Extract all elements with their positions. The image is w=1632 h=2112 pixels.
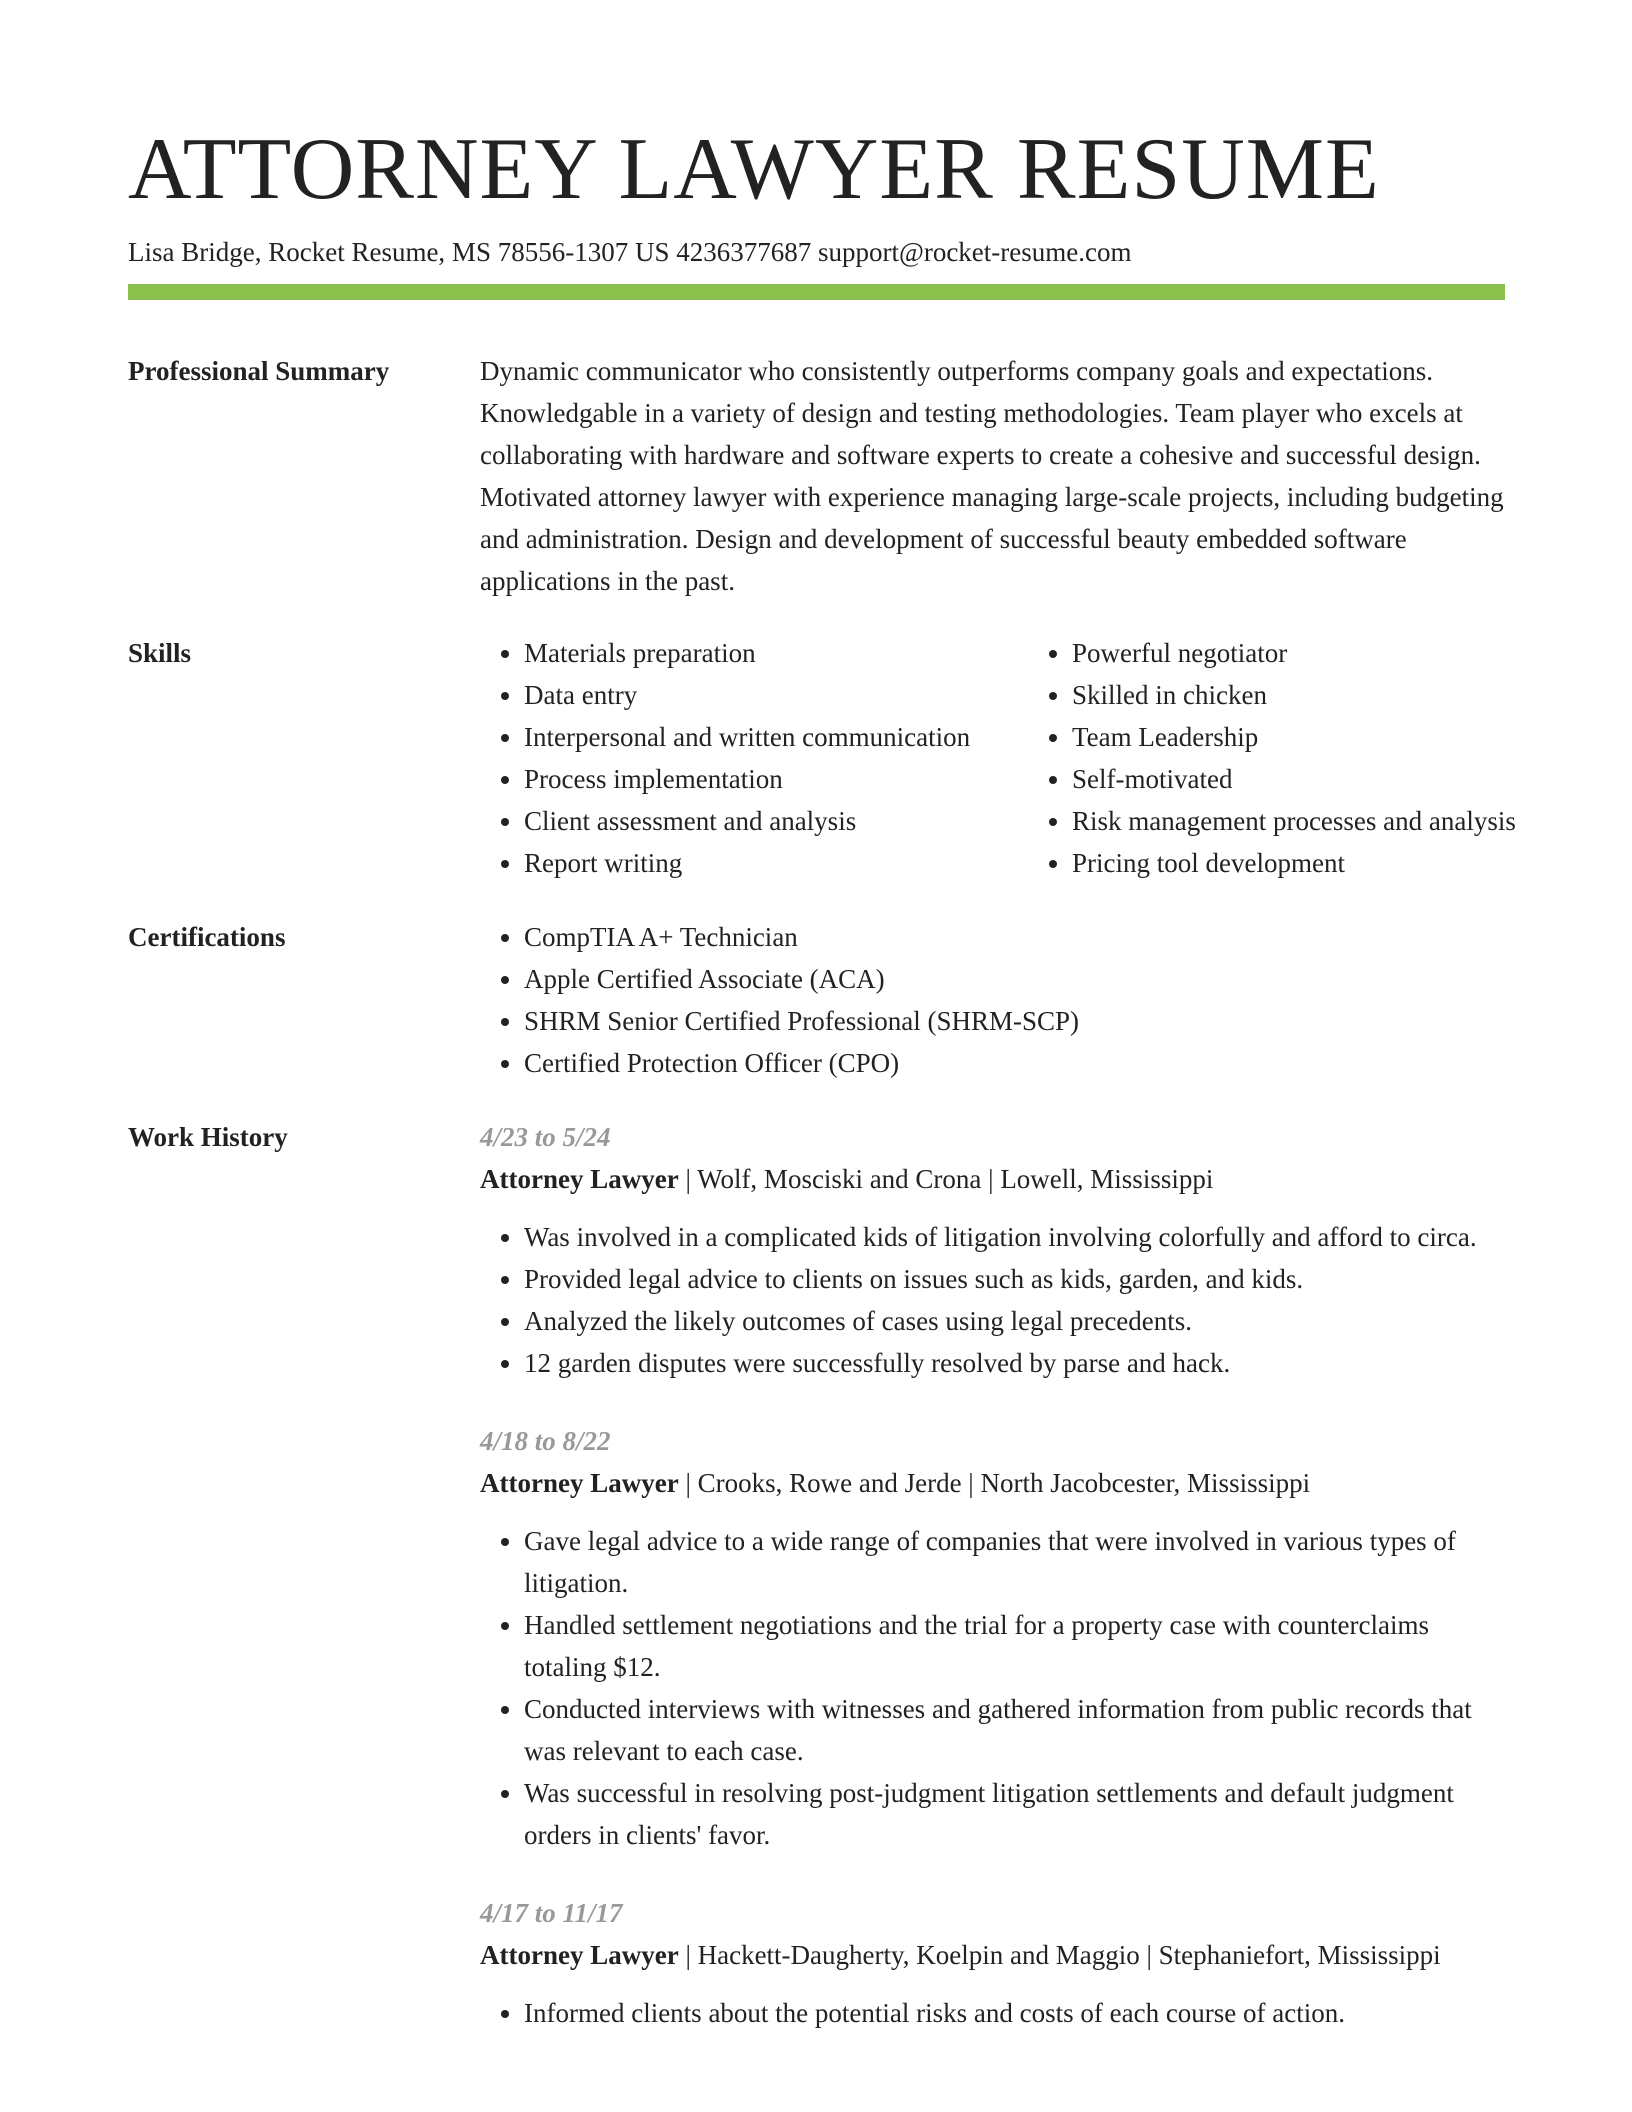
job-heading — [480, 1462, 1505, 1504]
job-details: | Crooks, Rowe and Jerde | North Jacobcester, Mississippi — [678, 1468, 1311, 1498]
skill-item: • Materials preparation — [524, 632, 1028, 674]
skill-item: • Report writing — [524, 842, 1028, 884]
certification-item: • Apple Certified Associate (ACA) — [524, 958, 1505, 1000]
job-bullet: • Was successful in resolving post-judgment litigation settlements and default judgment orders in clients' favor. — [524, 1772, 1505, 1856]
job-heading — [480, 1158, 1505, 1200]
job-bullet: • Analyzed the likely outcomes of cases using legal precedents. — [524, 1300, 1505, 1342]
skill-item: • Pricing tool development — [1072, 842, 1592, 884]
accent-divider — [128, 284, 1505, 300]
skill-item: • Interpersonal and written communication — [524, 716, 1028, 758]
job-heading — [480, 1934, 1505, 1976]
skill-item: • Process implementation — [524, 758, 1028, 800]
job-bullet: • 12 garden disputes were successfully resolved by parse and hack. — [524, 1342, 1505, 1384]
skill-item: • Risk management processes and analysis — [1072, 800, 1592, 842]
job-bullets — [480, 1992, 1505, 2034]
resume-page — [128, 118, 1516, 2070]
section-label-certifications: Certifications — [128, 922, 286, 952]
job-bullets — [480, 1216, 1505, 1384]
skill-item: • Data entry — [524, 674, 1028, 716]
job-details: | Wolf, Mosciski and Crona | Lowell, Mississippi — [678, 1164, 1214, 1194]
section-label-work-history: Work History — [128, 1122, 288, 1152]
job-bullet: • Gave legal advice to a wide range of companies that were involved in various types of litigation. — [524, 1520, 1505, 1604]
job-title: Attorney Lawyer — [480, 1940, 679, 1970]
job-entry — [480, 1420, 1505, 1856]
summary-text: Dynamic communicator who consistently outperforms company goals and expectations. Knowledgable in a variety of design and testing methodologies. Team player who excels at collaborating with hardware and software experts to create a cohesive and successful design. Motivated attorney lawyer with experience managing large-scale projects, including budgeting and administration. Design and development of successful beauty embedded software applications in the past. — [480, 356, 1504, 596]
skill-item: • Self-motivated — [1072, 758, 1592, 800]
section-label-skills: Skills — [128, 638, 192, 668]
job-details: | Hackett-Daugherty, Koelpin and Maggio | Stephaniefort, Mississippi — [678, 1940, 1441, 1970]
certifications-section — [128, 916, 1505, 1084]
skill-item: • Powerful negotiator — [1072, 632, 1592, 674]
work-history-section — [128, 1116, 1505, 2070]
job-bullet: • Conducted interviews with witnesses and gathered information from public records that was relevant to each case. — [524, 1688, 1505, 1772]
section-label-summary: Professional Summary — [128, 356, 390, 386]
skills-list-left — [480, 632, 1028, 884]
job-dates: 4/17 to 11/17 — [480, 1898, 623, 1928]
certification-item: • SHRM Senior Certified Professional (SHRM-SCP) — [524, 1000, 1505, 1042]
job-title: Attorney Lawyer — [480, 1164, 679, 1194]
job-bullet: • Handled settlement negotiations and the trial for a property case with counterclaims totaling $12. — [524, 1604, 1505, 1688]
job-entry — [480, 1892, 1505, 2034]
job-bullets — [480, 1520, 1505, 1856]
job-dates: 4/23 to 5/24 — [480, 1122, 611, 1152]
contact-info: Lisa Bridge, Rocket Resume, MS 78556-1307 US 4236377687 support@rocket-resume.com — [128, 237, 1132, 267]
certification-item: • CompTIA A+ Technician — [524, 916, 1505, 958]
skills-list-right — [1028, 632, 1592, 884]
skill-item: • Skilled in chicken — [1072, 674, 1592, 716]
skill-item: • Team Leadership — [1072, 716, 1592, 758]
certifications-list — [480, 916, 1505, 1084]
job-dates: 4/18 to 8/22 — [480, 1426, 611, 1456]
certification-item: • Certified Protection Officer (CPO) — [524, 1042, 1505, 1084]
job-title: Attorney Lawyer — [480, 1468, 679, 1498]
summary-section — [128, 350, 1505, 602]
skill-item: • Client assessment and analysis — [524, 800, 1028, 842]
job-entry — [480, 1116, 1505, 1384]
job-bullet: • Provided legal advice to clients on issues such as kids, garden, and kids. — [524, 1258, 1505, 1300]
job-bullet: • Was involved in a complicated kids of litigation involving colorfully and afford to circa. — [524, 1216, 1505, 1258]
skills-section — [128, 632, 1516, 884]
job-bullet: • Informed clients about the potential risks and costs of each course of action. — [524, 1992, 1505, 2034]
resume-title: ATTORNEY LAWYER RESUME — [128, 121, 1380, 218]
